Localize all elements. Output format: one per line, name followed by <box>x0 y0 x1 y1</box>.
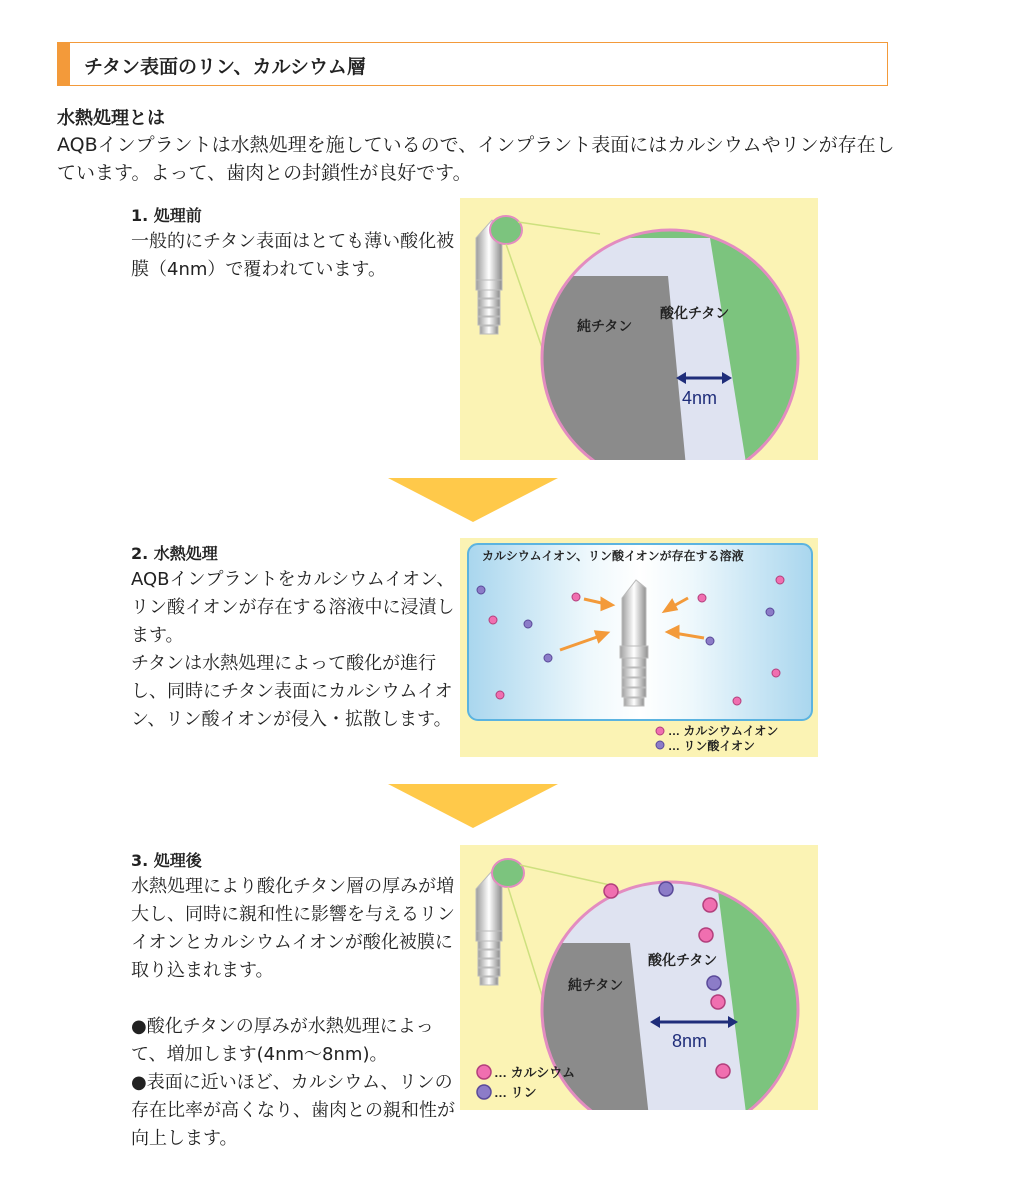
section-header <box>57 42 888 86</box>
oxide-titanium-label: 酸化チタン <box>648 952 718 968</box>
intro-text: AQBインプラントは水熱処理を施しているので、インプラント表面にはカルシウムやリンが存在しています。よって、歯肉との封鎖性が良好です。 <box>57 134 895 184</box>
step2-text <box>131 566 461 734</box>
step2-paragraph: AQBインプラントをカルシウムイオン、リン酸イオンが存在する溶液中に浸漬します。 <box>131 569 455 646</box>
legend-phosphate: … リン酸イオン <box>668 739 755 753</box>
intro-heading: 水熱処理とは <box>57 108 165 129</box>
step2-paragraph: チタンは水熱処理によって酸化が進行し、同時にチタン表面にカルシウムイオン、リン酸イオンが侵入・拡散します。 <box>131 653 453 730</box>
solution-caption: カルシウムイオン、リン酸イオンが存在する溶液 <box>482 549 744 563</box>
thickness-label: 8nm <box>672 1031 708 1051</box>
step1-text: 一般的にチタン表面はとても薄い酸化被膜（4nm）で覆われています。 <box>131 231 455 280</box>
step3-bullet: ●表面に近いほど、カルシウム、リンの存在比率が高くなり、歯肉との親和性が向上します。 <box>131 1072 455 1149</box>
down-arrow-icon <box>388 784 558 828</box>
implant-icon <box>620 580 648 706</box>
step2-title: 2. 水熱処理 <box>131 544 218 563</box>
oxide-titanium-label: 酸化チタン <box>660 305 730 321</box>
step3-paragraph: 水熱処理により酸化チタン層の厚みが増大し、同時に親和性に影響を与えるリンイオンとカルシウムイオンが酸化被膜に取り込まれます。 <box>131 876 455 981</box>
down-arrow-icon <box>388 478 558 522</box>
legend-calcium: … カルシウム <box>494 1065 576 1080</box>
step1-title: 1. 処理前 <box>131 206 202 225</box>
step2-figure <box>460 538 818 757</box>
step1-figure <box>460 198 818 460</box>
pure-titanium-label: 純チタン <box>577 318 633 334</box>
step3-title: 3. 処理後 <box>131 851 202 870</box>
accent-bar <box>58 43 70 85</box>
step3-text <box>131 873 461 1153</box>
step3-figure <box>460 845 818 1110</box>
legend-calcium: … カルシウムイオン <box>668 724 779 738</box>
pure-titanium-label: 純チタン <box>568 977 624 993</box>
thickness-label: 4nm <box>682 388 718 408</box>
step3-bullet: ●酸化チタンの厚みが水熱処理によって、増加します(4nm～8nm)。 <box>131 1016 434 1065</box>
legend-phosphorus: … リン <box>494 1085 537 1100</box>
implant-icon <box>476 871 502 985</box>
section-title: チタン表面のリン、カルシウム層 <box>84 56 366 78</box>
